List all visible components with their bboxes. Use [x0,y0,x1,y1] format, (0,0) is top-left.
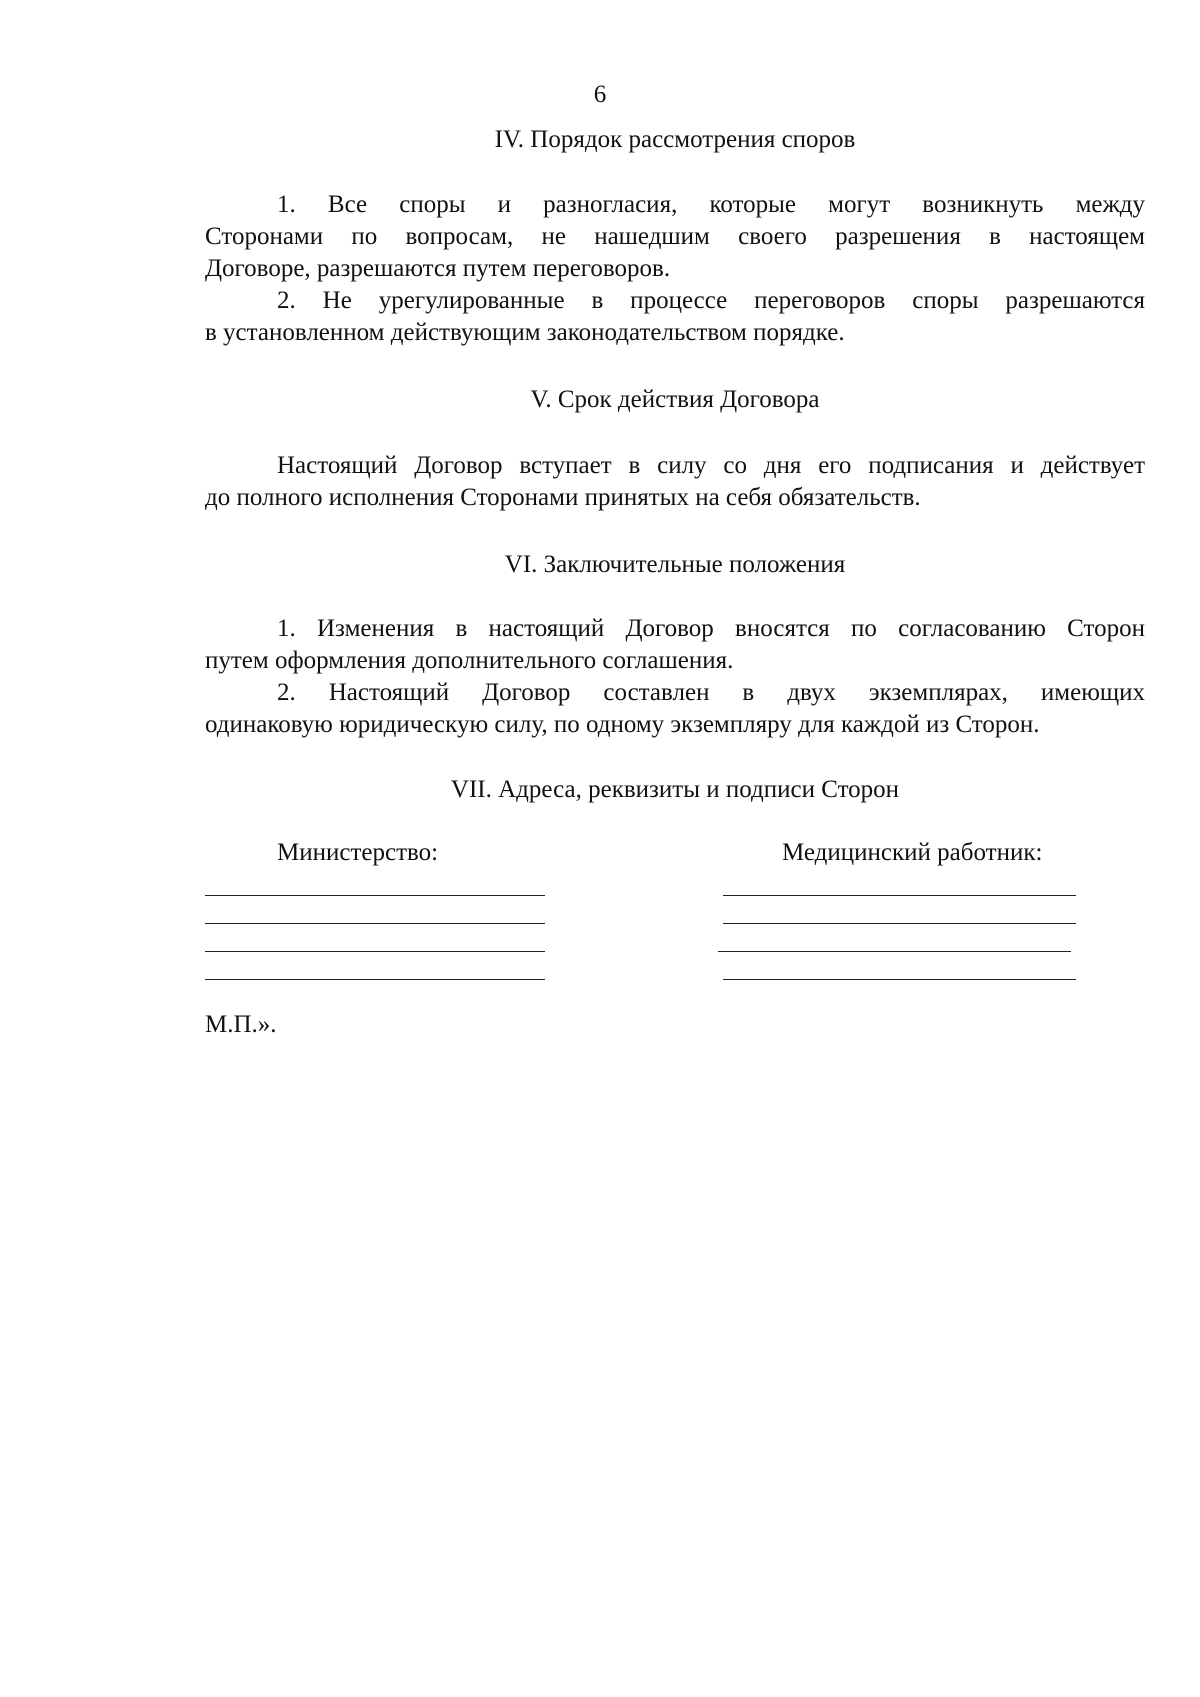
ministry-signature-line-4 [205,979,545,980]
ministry-signature-line-3 [205,951,545,952]
section-6-p1-line-1: 1. Изменения в настоящий Договор вносятся по согласованию Сторон [277,615,1145,642]
section-4-p1-line-2: Сторонами по вопросам, не нашедшим своего разрешения в настоящем [205,223,1145,250]
ministry-signature-line-1 [205,895,545,896]
medical-worker-signature-line-4 [723,979,1076,980]
section-6-paragraph-2 [205,677,1145,741]
section-6-p2-line-1: 2. Настоящий Договор составлен в двух экземплярах, имеющих [277,679,1145,706]
section-6-p2-line-2: одинаковую юридическую силу, по одному экземпляру для каждой из Сторон. [205,711,1040,738]
section-5-title: V. Срок действия Договора [530,386,820,413]
section-7-title: VII. Адреса, реквизиты и подписи Сторон [450,776,900,803]
ministry-label: Министерство: [277,839,439,866]
section-6-title: VI. Заключительные положения [504,551,846,578]
section-6-paragraph-1 [205,613,1145,677]
section-4-paragraph-2 [205,285,1145,349]
page-number: 6 [593,81,607,108]
section-6-p1-line-2: путем оформления дополнительного соглашения. [205,647,734,674]
medical-worker-signature-line-1 [723,895,1076,896]
section-5-paragraph-1 [205,450,1145,514]
section-4-p2-line-1: 2. Не урегулированные в процессе переговоров споры разрешаются [277,287,1145,314]
stamp-place-label: М.П.». [205,1011,277,1038]
medical-worker-label: Медицинский работник: [782,839,1043,866]
medical-worker-signature-line-3 [718,951,1071,952]
section-4-paragraph-1 [205,189,1145,285]
section-4-title: IV. Порядок рассмотрения споров [494,126,856,153]
ministry-signature-line-2 [205,923,545,924]
section-5-p1-line-1: Настоящий Договор вступает в силу со дня его подписания и действует [277,452,1145,479]
section-4-p2-line-2: в установленном действующим законодательством порядке. [205,319,845,346]
section-4-p1-line-3: Договоре, разрешаются путем переговоров. [205,255,671,282]
medical-worker-signature-line-2 [723,923,1076,924]
section-5-p1-line-2: до полного исполнения Сторонами принятых на себя обязательств. [205,484,921,511]
section-4-p1-line-1: 1. Все споры и разногласия, которые могут возникнуть между [277,191,1145,218]
